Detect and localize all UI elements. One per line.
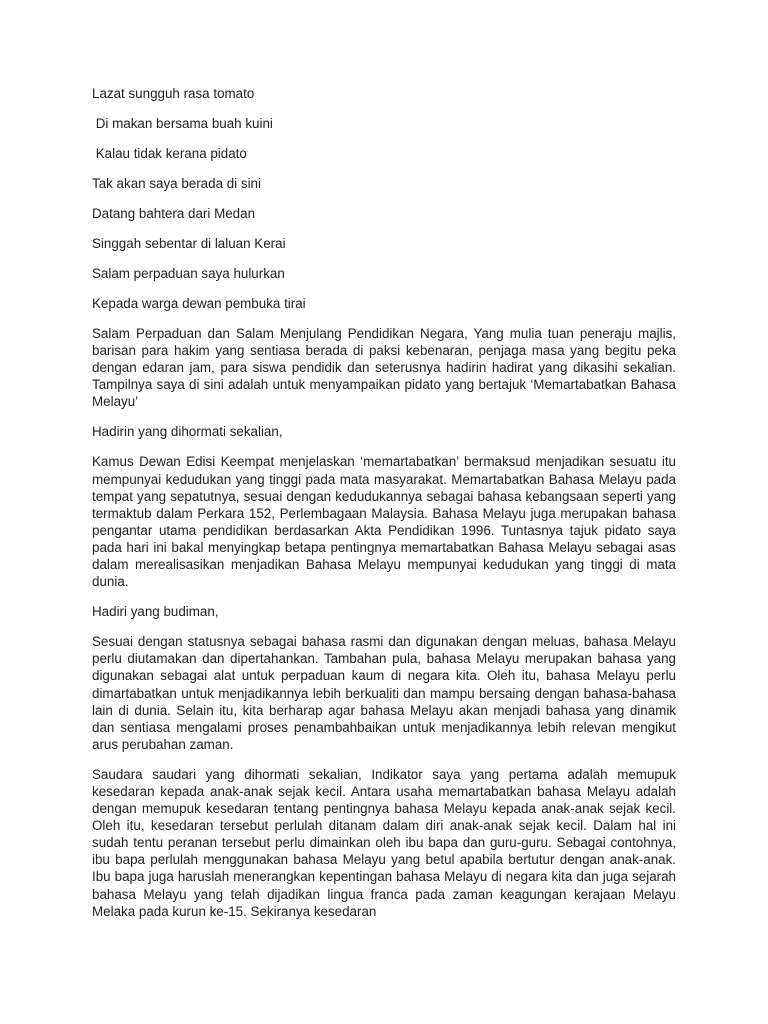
indicator-paragraph: Saudara saudari yang dihormati sekalian, Indikator saya yang pertama adalah memupuk kesedaran kepada anak-anak sejak kecil. Antara usaha memartabatkan bahasa Melayu adalah dengan memupuk kesedaran tentang pentingnya bahasa Melayu kepada anak-anak sejak kecil. Oleh itu, kesedaran tersebut perlulah ditanam dalam diri anak-anak sejak kecil. Dalam hal ini sudah tentu peranan tersebut perlu dimainkan oleh ibu bapa dan guru-guru. Sebagai contohnya, ibu bapa perlulah menggunakan bahasa Melayu yang betul apabila bertutur dengan anak-anak. Ibu bapa juga haruslah menerangkan kepentingan bahasa Melayu di negara kita dan juga sejarah bahasa Melayu yang telah dijadikan lingua franca pada zaman keagungan kerajaan Melayu Melaka pada kurun ke-15. Sekiranya kesedaran <box>92 766 676 919</box>
pantun-stanza <box>92 85 676 312</box>
document-page <box>92 85 676 933</box>
greeting-line: Hadirin yang dihormati sekalian, <box>92 424 283 440</box>
pantun-line: Kalau tidak kerana pidato <box>92 146 247 161</box>
pantun-line: Datang bahtera dari Medan <box>92 206 256 221</box>
pantun-line: Di makan bersama buah kuini <box>92 116 273 131</box>
pantun-line: Singgah sebentar di laluan Kerai <box>92 236 286 251</box>
status-paragraph: Sesuai dengan statusnya sebagai bahasa rasmi dan digunakan dengan meluas, bahasa Melayu perlu diutamakan dan dipertahankan. Tambahan pula, bahasa Melayu merupakan bahasa yang digunakan sebagai alat untuk perpaduan kaum di negara kita. Oleh itu, bahasa Melayu perlu dimartabatkan untuk menjadikannya lebih berkualiti dan mampu bersaing dengan bahasa-bahasa lain di dunia. Selain itu, kita berharap agar bahasa Melayu akan menjadi bahasa yang dinamik dan sentiasa mengalami proses penambahbaikan untuk menjadikannya lebih relevan mengikut arus perubahan zaman. <box>92 634 676 752</box>
pantun-line: Salam perpaduan saya hulurkan <box>92 266 285 281</box>
greeting-line: Hadiri yang budiman, <box>92 604 219 620</box>
definition-paragraph: Kamus Dewan Edisi Keempat menjelaskan ‘memartabatkan’ bermaksud menjadikan sesuatu itu mempunyai kedudukan yang tinggi pada mata masyarakat. Memartabatkan Bahasa Melayu pada tempat yang sepatutnya, sesuai dengan kedudukannya sebagai bahasa kebangsaan seperti yang termaktub dalam Perkara 152, Perlembagaan Malaysia. Bahasa Melayu juga merupakan bahasa pengantar utama pendidikan berdasarkan Akta Pendidikan 1996. Tuntasnya tajuk pidato saya pada hari ini bakal menyingkap betapa pentingnya memartabatkan Bahasa Melayu sebagai asas dalam merealisasikan menjadikan Bahasa Melayu mempunyai kedudukan yang tinggi di mata dunia. <box>92 454 676 590</box>
pantun-line: Lazat sungguh rasa tomato <box>92 86 255 101</box>
pantun-line: Kepada warga dewan pembuka tirai <box>92 296 306 311</box>
pantun-line: Tak akan saya berada di sini <box>92 176 261 191</box>
opening-paragraph: Salam Perpaduan dan Salam Menjulang Pendidikan Negara, Yang mulia tuan peneraju majlis, barisan para hakim yang sentiasa berada di paksi kebenaran, penjaga masa yang begitu peka dengan edaran jam, para siswa pendidik dan seterusnya hadirin hadirat yang dikasihi sekalian. Tampilnya saya di sini adalah untuk menyampaikan pidato yang bertajuk ‘Memartabatkan Bahasa Melayu’ <box>92 326 676 410</box>
